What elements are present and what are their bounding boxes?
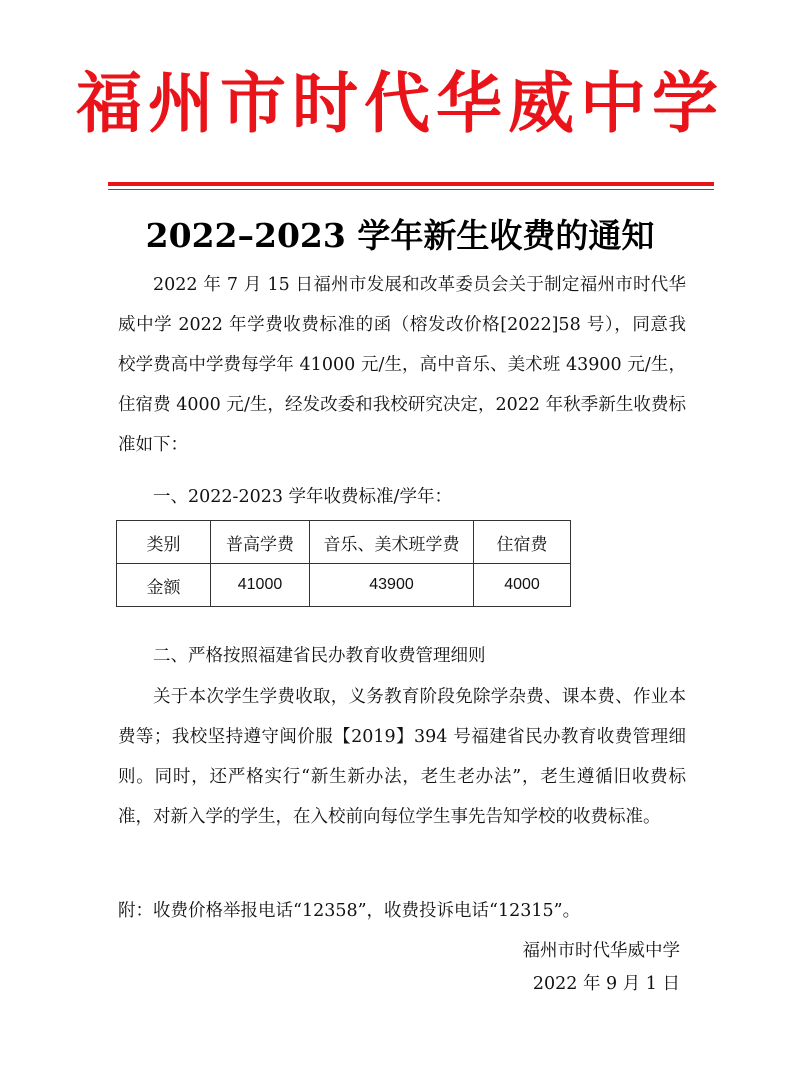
section2-heading: 二、严格按照福建省民办教育收费管理细则 — [153, 646, 486, 666]
intro-paragraph: 2022 年 7 月 15 日福州市发展和改革委员会关于制定福州市时代华威中学 2022 年学费收费标准的函（榕发改价格[2022]58 号），同意我校学费高中学费每学年 41000 元/生，高中音乐、美术班 43900 元/生，住宿费 4000 元/生，经发改委和我校研究决定，2022 年秋季新生收费标准如下： — [118, 275, 686, 455]
fee-table-header-boarding: 住宿费 — [474, 521, 571, 564]
letterhead-school-name: 福州市时代华威中学 — [76, 64, 724, 142]
signature-school-name: 福州市时代华威中学 — [522, 941, 680, 961]
fee-table-header-general-tuition: 普高学费 — [211, 521, 310, 564]
fee-table-header-row — [117, 521, 571, 564]
fee-table — [116, 520, 571, 607]
notice-title: 2022–2023 学年新生收费的通知 — [145, 216, 655, 255]
letterhead-red-rule-thick — [108, 182, 714, 186]
signature-date: 2022 年 9 月 1 日 — [532, 974, 680, 994]
fee-table-boarding-value: 4000 — [474, 564, 571, 607]
fee-table-general-tuition-value: 41000 — [211, 564, 310, 607]
fee-table-amount-row — [117, 564, 571, 607]
fee-table-amount-label: 金额 — [117, 564, 211, 607]
attachment-note: 附：收费价格举报电话“12358”，收费投诉电话“12315”。 — [118, 901, 581, 921]
fee-table-header-category: 类别 — [117, 521, 211, 564]
section1-heading: 一、2022-2023 学年收费标准/学年： — [153, 487, 452, 507]
section2-paragraph: 关于本次学生学费收取，义务教育阶段免除学杂费、课本费、作业本费等；我校坚持遵守闽价服【2019】394 号福建省民办教育收费管理细则。同时，还严格实行“新生新办法，老生老办法”，老生遵循旧收费标准，对新入学的学生，在入校前向每位学生事先告知学校的收费标准。 — [118, 687, 686, 827]
fee-table-arts-tuition-value: 43900 — [310, 564, 474, 607]
fee-table-header-arts-tuition: 音乐、美术班学费 — [310, 521, 474, 564]
letterhead-red-rule-thin — [108, 189, 714, 190]
